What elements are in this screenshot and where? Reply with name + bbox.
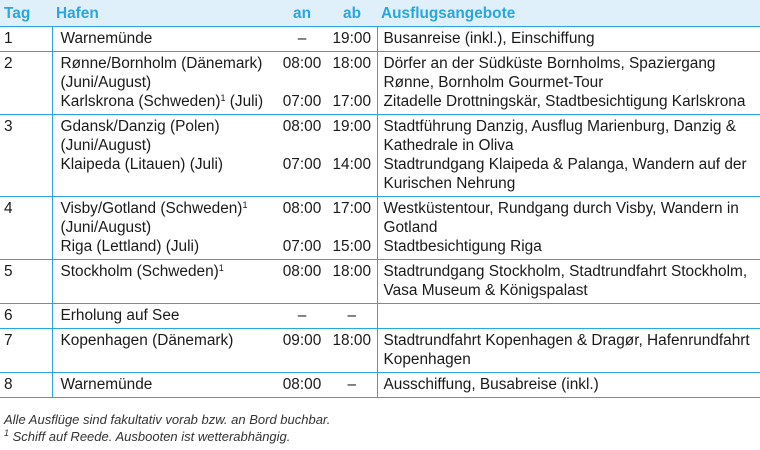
header-tag: Tag	[0, 0, 52, 27]
hafen-suffix: (Juni/August)	[60, 219, 152, 236]
hafen-name: Klaipeda (Litauen) (Juli)	[60, 156, 224, 173]
footnote-excursions: Alle Ausflüge sind fakultativ vorab bzw. an Bord buchbar.	[4, 412, 331, 427]
hafen-name: Warnemünde	[60, 30, 153, 47]
table-row	[0, 237, 760, 260]
table-row	[0, 115, 760, 156]
cell-hafen	[52, 329, 277, 373]
cell-an: –	[277, 304, 327, 329]
cell-ausflug	[377, 304, 760, 329]
footnote-marker: 1	[220, 93, 226, 103]
cell-ausflug: Zitadelle Drottningskär, Stadtbesichtigung Karlskrona	[377, 92, 760, 115]
cell-ab: 18:00	[327, 260, 377, 304]
header-hafen: Hafen	[52, 0, 277, 27]
cell-ausflug: Stadtrundgang Klaipeda & Palanga, Wandern auf der Kurischen Nehrung	[377, 155, 760, 197]
cell-tag: 3	[4, 118, 13, 135]
cell-ab: 18:00	[327, 329, 377, 373]
table-row	[0, 260, 760, 304]
header-ausflug: Ausflugsangebote	[377, 0, 760, 27]
table-row	[0, 329, 760, 373]
cell-an: 07:00	[277, 155, 327, 197]
cell-an: 08:00	[277, 260, 327, 304]
cell-an: 07:00	[277, 92, 327, 115]
footnote-marker: 1	[218, 263, 224, 273]
cell-ab: 19:00	[327, 27, 377, 52]
hafen-name: Rønne/Bornholm (Dänemark) (Juni/August)	[60, 55, 263, 91]
table-row	[0, 197, 760, 238]
cell-an: 08:00	[282, 200, 322, 217]
hafen-name: Riga (Lettland) (Juli)	[60, 238, 200, 255]
table-body	[0, 27, 760, 398]
cell-ab: 17:00	[327, 92, 377, 115]
cell-ab: –	[327, 304, 377, 329]
cell-tag: 1	[0, 27, 52, 52]
cell-hafen	[52, 304, 277, 329]
footnote-reede	[4, 428, 330, 445]
cell-an: 07:00	[277, 237, 327, 260]
cell-an: 08:00	[277, 373, 327, 398]
hafen-name: Visby/Gotland (Schweden)	[60, 200, 243, 217]
cell-ab: 14:00	[327, 155, 377, 197]
table-row	[0, 304, 760, 329]
hafen-suffix: (Juli)	[225, 93, 264, 110]
header-an: an	[277, 0, 327, 27]
hafen-name: Karlskrona (Schweden)	[60, 93, 221, 110]
cell-tag	[0, 92, 52, 115]
table-row	[0, 52, 760, 93]
cell-ausflug: Stadtbesichtigung Riga	[377, 237, 760, 260]
cell-tag: 2	[4, 55, 13, 72]
cell-an: –	[277, 27, 327, 52]
footnote-marker: 1	[242, 200, 248, 210]
hafen-name: Kopenhagen (Dänemark)	[60, 332, 234, 349]
footnote-reede-text: Schiff auf Reede. Ausbooten ist wetterabhängig.	[9, 429, 291, 444]
cell-tag: 4	[4, 200, 13, 217]
hafen-name: Warnemünde	[60, 376, 153, 393]
cell-an: 08:00	[282, 118, 322, 135]
hafen-name: Stockholm (Schweden)	[60, 263, 219, 280]
cell-tag: 5	[0, 260, 52, 304]
cell-ausflug: Ausschiffung, Busabreise (inkl.)	[377, 373, 760, 398]
cell-hafen	[52, 92, 277, 115]
cell-hafen	[52, 373, 277, 398]
cell-tag	[0, 237, 52, 260]
cell-hafen	[52, 115, 277, 156]
table-header	[0, 0, 760, 27]
cell-hafen	[52, 237, 277, 260]
cell-ausflug: Stadtrundgang Stockholm, Stadtrundfahrt Stockholm, Vasa Museum & Königspalast	[377, 260, 760, 304]
cell-ausflug: Westküstentour, Rundgang durch Visby, Wandern in Gotland	[377, 197, 760, 238]
cell-ab: 19:00	[332, 118, 371, 135]
hafen-name: Gdansk/Danzig (Polen) (Juni/August)	[60, 118, 220, 154]
cell-ab: –	[327, 373, 377, 398]
table-row	[0, 27, 760, 52]
cell-ab: 18:00	[332, 55, 371, 72]
cell-tag: 8	[0, 373, 52, 398]
cell-ausflug: Stadtrundfahrt Kopenhagen & Dragør, Hafenrundfahrt Kopenhagen	[377, 329, 760, 373]
cell-tag: 6	[0, 304, 52, 329]
hafen-name: Erholung auf See	[60, 307, 180, 324]
table-row	[0, 92, 760, 115]
cell-ausflug: Busanreise (inkl.), Einschiffung	[377, 27, 760, 52]
cell-tag	[0, 155, 52, 197]
cell-tag: 7	[0, 329, 52, 373]
cell-ab: 15:00	[327, 237, 377, 260]
table-row	[0, 373, 760, 398]
footnote-marker: 1	[4, 428, 10, 438]
footnotes	[4, 411, 330, 445]
header-ab: ab	[327, 0, 377, 27]
cell-ab: 17:00	[332, 200, 371, 217]
cell-an: 09:00	[277, 329, 327, 373]
cell-hafen	[52, 27, 277, 52]
cell-hafen	[52, 155, 277, 197]
table-row	[0, 155, 760, 197]
cell-ausflug: Stadtführung Danzig, Ausflug Marienburg, Danzig & Kathedrale in Oliva	[377, 115, 760, 156]
cell-hafen	[52, 52, 277, 93]
cell-hafen	[52, 197, 277, 238]
cell-ausflug: Dörfer an der Südküste Bornholms, Spaziergang Rønne, Bornholm Gourmet-Tour	[377, 52, 760, 93]
cell-hafen	[52, 260, 277, 304]
cell-an: 08:00	[282, 55, 322, 72]
